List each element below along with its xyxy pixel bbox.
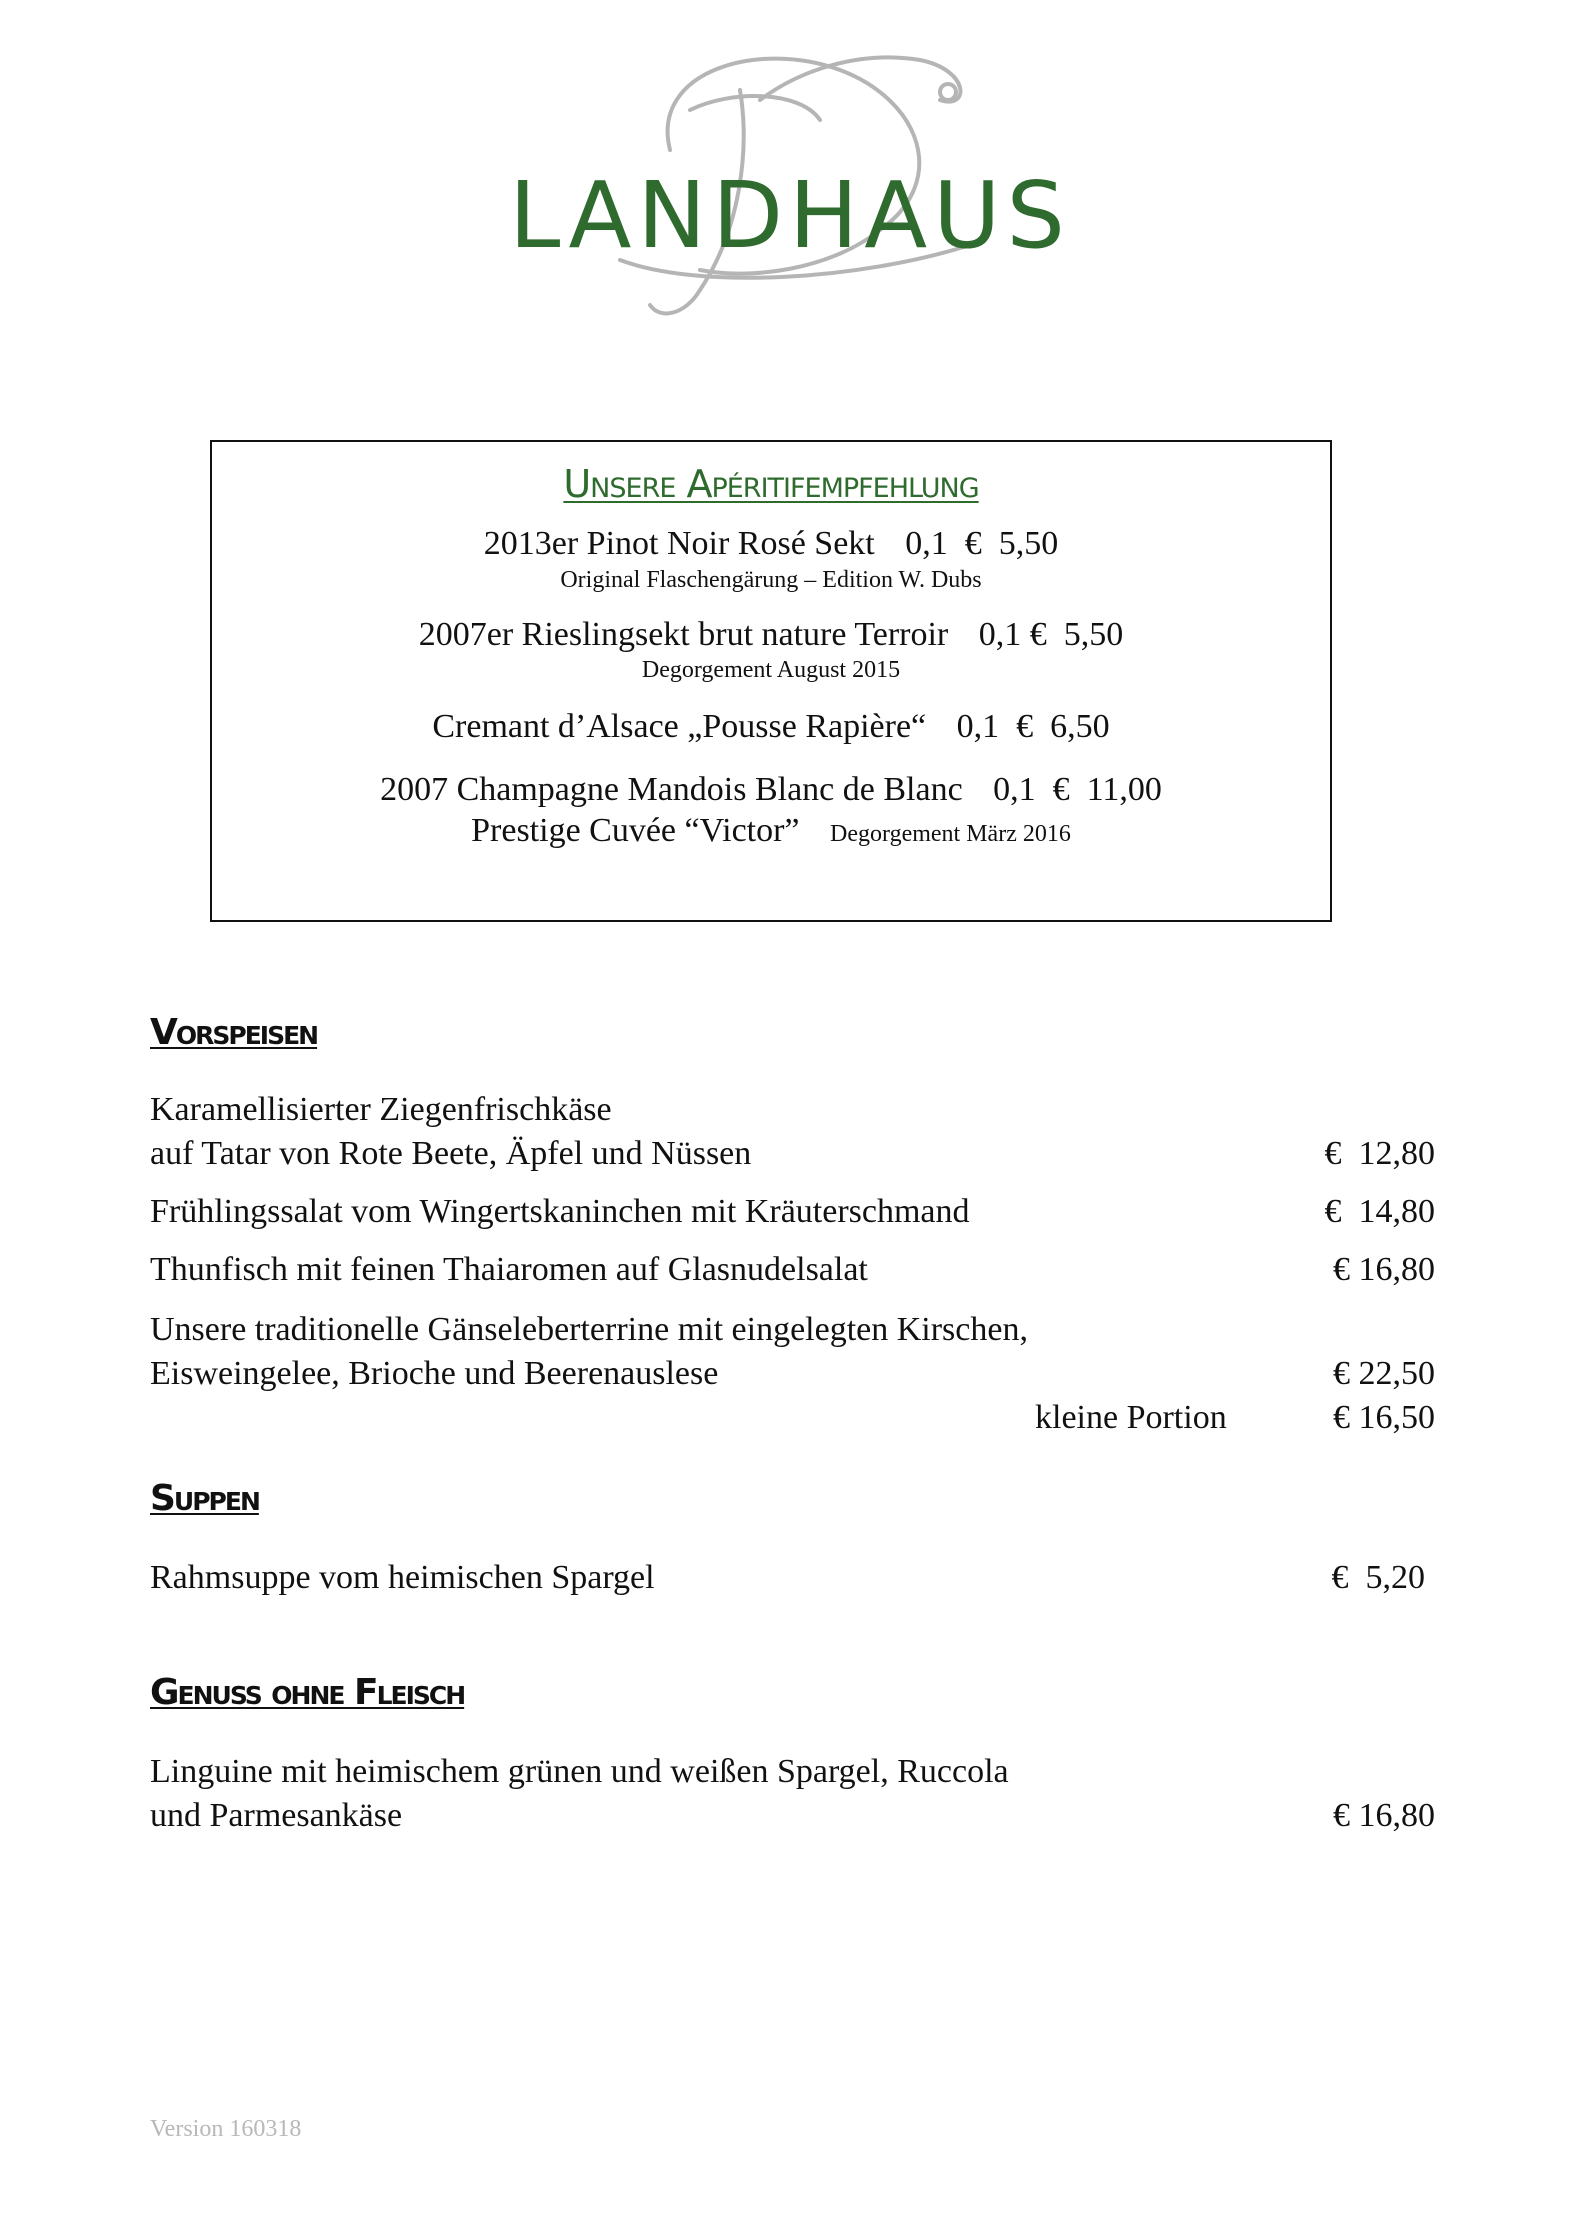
wine-item: [212, 524, 1330, 595]
wine-item: [212, 615, 1330, 686]
wine-name: 2007 Champagne Mandois Blanc de Blanc: [380, 771, 963, 809]
dish-line: und Parmesankäse: [150, 1797, 403, 1834]
dish-line: Rahmsuppe vom heimischen Spargel: [150, 1559, 655, 1596]
wine-qty: 0,1: [993, 771, 1036, 809]
wine-item: [212, 770, 1330, 852]
dish-price: € 22,50: [1333, 1355, 1435, 1392]
dish-price: € 16,80: [1333, 1251, 1435, 1288]
dish-line: Frühlingssalat vom Wingertskaninchen mit Kräuterschmand: [150, 1193, 970, 1230]
dish-price: € 16,80: [1333, 1797, 1435, 1834]
wine-name-line2: Prestige Cuvée “Victor”: [471, 811, 800, 849]
menu-dish: [150, 1088, 1435, 1176]
dish-price: € 5,20: [1331, 1559, 1425, 1596]
dish-line: Karamellisierter Ziegenfrischkäse: [150, 1091, 612, 1128]
aperitif-recommendation-box: [210, 440, 1332, 922]
menu-dish-portion: [150, 1396, 1435, 1440]
wine-price: € 5,50: [964, 524, 1059, 562]
wine-name: 2013er Pinot Noir Rosé Sekt: [483, 524, 875, 562]
wine-qty: 0,1: [905, 524, 948, 562]
landhaus-logo: [500, 30, 1080, 330]
dish-line: Linguine mit heimischem grünen und weißen Spargel, Ruccola: [150, 1753, 1009, 1790]
wine-name: 2007er Rieslingsekt brut nature Terroir: [418, 615, 949, 653]
menu-dish: [150, 1308, 1435, 1396]
portion-price: € 16,50: [1333, 1399, 1435, 1436]
section-heading-suppen: Suppen: [150, 1478, 259, 1519]
version-label: Version 160318: [150, 2116, 302, 2142]
aperitif-title: Unsere Apéritifempfehlung: [563, 462, 979, 506]
wine-price: € 11,00: [1052, 771, 1162, 809]
menu-dish: [150, 1190, 1435, 1234]
logo-wordmark: LANDHAUS: [509, 162, 1071, 269]
dish-line: auf Tatar von Rote Beete, Äpfel und Nüssen: [150, 1135, 752, 1172]
wine-note: Degorgement August 2015: [641, 657, 901, 684]
menu-dish: [150, 1248, 1435, 1292]
section-heading-genuss-ohne-fleisch: Genuss ohne Fleisch: [150, 1672, 465, 1713]
dish-line: Eisweingelee, Brioche und Beerenauslese: [150, 1355, 719, 1392]
dish-price: € 14,80: [1324, 1193, 1435, 1230]
wine-price: € 5,50: [1029, 615, 1124, 653]
dish-line: Thunfisch mit feinen Thaiaromen auf Glasnudelsalat: [150, 1251, 868, 1288]
wine-qty: 0,1: [956, 708, 1000, 746]
dish-price: € 12,80: [1324, 1135, 1435, 1172]
wine-note: Degorgement März 2016: [830, 820, 1071, 847]
section-heading-vorspeisen: Vorspeisen: [150, 1012, 318, 1053]
wine-qty: 0,1: [978, 615, 1022, 653]
menu-dish: [150, 1556, 1435, 1600]
wine-item: [212, 707, 1330, 748]
portion-label: kleine Portion: [1035, 1399, 1227, 1436]
wine-price: € 6,50: [1016, 708, 1110, 746]
menu-dish: [150, 1750, 1435, 1838]
wine-note: Original Flaschengärung – Edition W. Dubs: [560, 566, 982, 593]
dish-line: Unsere traditionelle Gänseleberterrine mit eingelegten Kirschen,: [150, 1311, 1028, 1348]
wine-name: Cremant d’Alsace „Pousse Rapière“: [432, 708, 927, 746]
